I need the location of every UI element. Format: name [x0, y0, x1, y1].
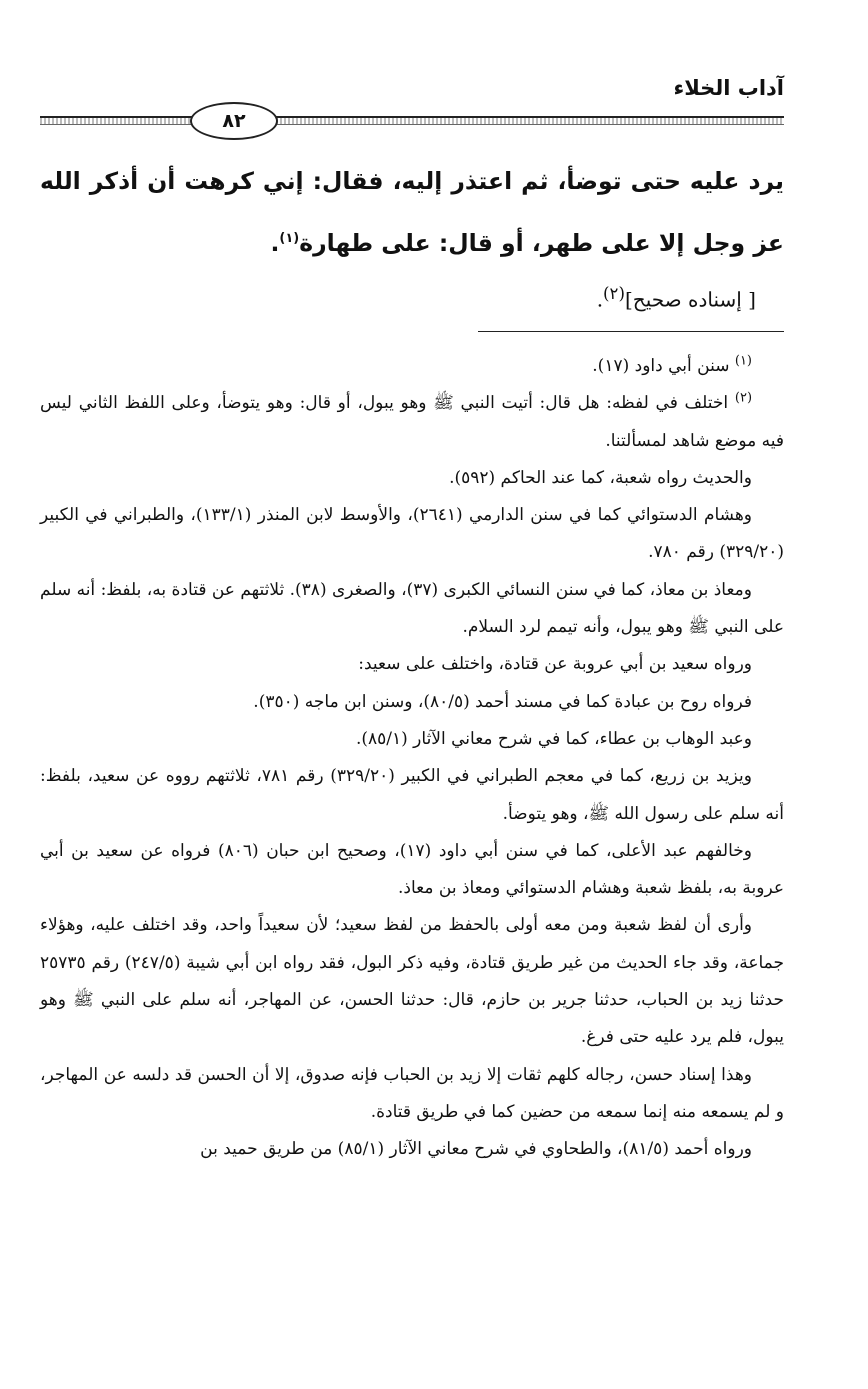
footnote-ref-2: (٢): [603, 284, 625, 303]
footnote-marker: (١): [734, 353, 752, 369]
footnote-paragraph: وهشام الدستوائي كما في سنن الدارمي (٢٦٤١)، والأوسط لابن المنذر (١٣٣/١)، والطبراني في الكبير (٣٢٩/٢٠) رقم ٧٨٠.: [40, 505, 784, 563]
footnote-paragraph: فرواه روح بن عبادة كما في مسند أحمد (٨٠/٥)، وسنن ابن ماجه (٣٥٠).: [253, 691, 752, 712]
header-rule: [40, 116, 784, 125]
footnote-paragraph: والحديث رواه شعبة، كما عند الحاكم (٥٩٢).: [449, 467, 752, 488]
main-paragraph-text: يرد عليه حتى توضأ، ثم اعتذر إليه، فقال: إني كرهت أن أذكر الله عز وجل إلا على طهر، أو قال: على طهارة: [40, 167, 784, 257]
main-text-block: [40, 150, 784, 320]
footnote-paragraph: وأرى أن لفظ شعبة ومن معه أولى بالحفظ من لفظ سعيد؛ لأن سعيداً واحد، وقد اختلف عليه، وهؤلاء جماعة، وقد جاء الحديث من غير طريق قتادة، وفيه ذكر البول، فقد رواه ابن أبي شيبة (٢٤٧/٥) رقم ٢٥٧٣٥ حدثنا زيد بن الحباب، حدثنا جرير بن حازم، قال: حدثنا الحسن، عن المهاجر، أنه سلم على النبي ﷺ وهو يبول، فلم يرد عليه حتى فرغ.: [40, 915, 784, 1048]
footnote-paragraph: وعبد الوهاب بن عطاء، كما في شرح معاني الآثار (٨٥/١).: [355, 728, 752, 749]
footnote-paragraph: وهذا إسناد حسن، رجاله كلهم ثقات إلا زيد بن الحباب فإنه صدوق، إلا أن الحسن قد دلسه عن المهاجر، و لم يسمعه منه إنما سمعه من حضين كما في طريق قتادة.: [40, 1064, 784, 1122]
footnote-paragraph: ومعاذ بن معاذ، كما في سنن النسائي الكبرى (٣٧)، والصغرى (٣٨). ثلاثتهم عن قتادة به، بلفظ: أنه سلم على النبي ﷺ وهو يبول، وأنه تيمم لرد السلام.: [40, 579, 784, 638]
main-paragraph: [40, 150, 784, 274]
footnote-2: [40, 385, 784, 460]
footnote-paragraph: ورواه أحمد (٨١/٥)، والطحاوي في شرح معاني الآثار (٨٥/١) من طريق حميد بن: [200, 1139, 752, 1160]
grading-text: [ إسناده صحيح]: [625, 287, 756, 312]
grading-end: .: [596, 287, 604, 312]
book-title: آداب الخلاء: [673, 76, 784, 100]
footnote-paragraph: وخالفهم عبد الأعلى، كما في سنن أبي داود (١٧)، وصحيح ابن حبان (٨٠٦) فرواه عن سعيد بن أبي عروبة به، بلفظ شعبة وهشام الدستوائي ومعاذ بن معاذ.: [40, 840, 784, 899]
page-header: [40, 76, 784, 132]
footnote-paragraph: ويزيد بن زريع، كما في معجم الطبراني في الكبير (٣٢٩/٢٠) رقم ٧٨١، ثلاثتهم رووه عن سعيد، بلفظ: أنه سلم على رسول الله ﷺ، وهو يتوضأ.: [40, 766, 784, 824]
hadith-grading: [40, 274, 756, 320]
page-number: ٨٢: [190, 102, 278, 140]
footnote-ref-1: (١): [279, 231, 300, 247]
footnote-1: [40, 348, 784, 385]
main-paragraph-end: .: [270, 229, 280, 257]
footnote-text: سنن أبي داود (١٧).: [592, 356, 730, 376]
footnote-paragraph: ورواه سعيد بن أبي عروبة عن قتادة، واختلف على سعيد:: [358, 654, 752, 675]
footnote-divider: [478, 331, 784, 332]
footnotes-section: [40, 348, 784, 1169]
footnote-text: اختلف في لفظه: هل قال: أتيت النبي ﷺ وهو يبول، أو قال: وهو يتوضأ، وعلى اللفظ الثاني ليس فيه موضع شاهد لمسألتنا.: [40, 393, 784, 451]
footnote-marker: (٢): [734, 390, 753, 406]
